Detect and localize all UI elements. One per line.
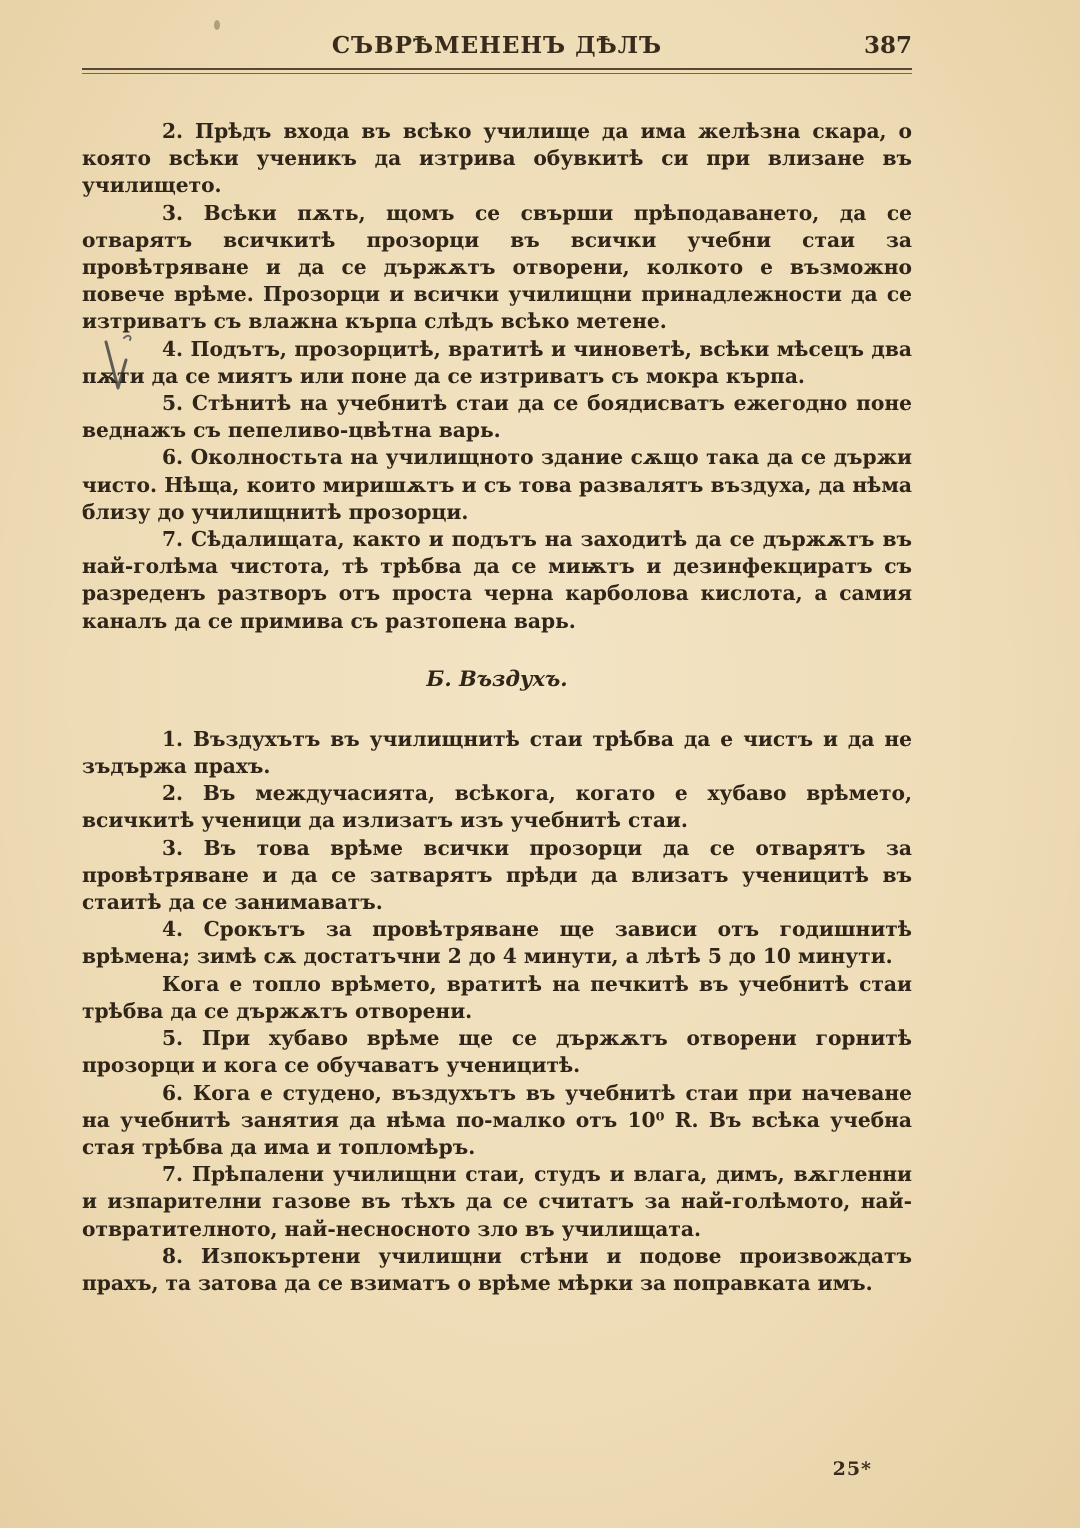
running-header [82,22,912,70]
section-title-air: Б. Въздухъ. [426,665,568,691]
paragraph-a3: 3. Всѣки пѫть, щомъ се свърши прѣподаването, да се отварятъ всичкитѣ прозорци въ всички учебни стаи за провѣтряване и да се държѫтъ отворени, колкото е възможно повече врѣме. Прозорци и всички училищни принадлежности да се изтриватъ съ влажна кърпа слѣдъ всѣко метене. [82,200,912,334]
paragraph-a2: 2. Прѣдъ входа въ всѣко училище да има желѣзна скара, о която всѣки ученикъ да изтрива обувкитѣ си при влизане въ училището. [82,119,912,198]
paragraph-b3: 3. Въ това врѣме всички прозорци да се отварятъ за провѣтряване и да се затварятъ прѣди да влизатъ ученицитѣ въ стаитѣ да се занимаватъ. [82,835,912,915]
page-number: 387 [863,32,912,59]
paragraph-a5: 5. Стѣнитѣ на учебнитѣ стаи да се боядисватъ ежегодно поне веднажъ съ пепеливо-цвѣтна варь. [82,391,912,443]
paragraph-b1: 1. Въздухътъ въ училищнитѣ стаи трѣбва да е чистъ и да не зъдържа прахъ. [82,726,912,779]
paragraph-b4: 4. Срокътъ за провѣтряване ще зависи отъ годишнитѣ врѣмена; зимѣ сѫ достатъчни 2 до 4 минути, а лѣтѣ 5 до 10 минути. [82,917,912,969]
page-body [82,118,912,1297]
paragraph-a6: 6. Околностьта на училищното здание сѫщо така да се държи чисто. Нѣща, които миришѫтъ и съ това развалятъ въздуха, да нѣма близу до училищнитѣ прозорци. [82,445,912,524]
paragraph-b2: 2. Въ междучасията, всѣкога, когато е хубаво врѣмето, всичкитѣ ученици да излизатъ изъ учебнитѣ стаи. [82,781,912,833]
paragraph-b4-cont: Кога е топло врѣмето, вратитѣ на печкитѣ въ учебнитѣ стаи трѣбва да се държѫтъ отворени. [82,971,912,1023]
paragraph-b7: 7. Прѣпалени училищни стаи, студъ и влага, димъ, вѫгленни и изпарителни газове въ тѣхъ да се считатъ за най-голѣмото, най-отвратителното, най-несносното зло въ училищата. [82,1162,912,1241]
paragraph-b5: 5. При хубаво врѣме ще се държѫтъ отворени горнитѣ прозорци и кога се обучаватъ ученицитѣ. [82,1026,912,1078]
paragraph-b8: 8. Изпокъртени училищни стѣни и подове произвождатъ прахъ, та затова да се взиматъ о врѣме мѣрки за поправката имъ. [82,1243,912,1295]
paragraph-b6: 6. Кога е студено, въздухътъ въ учебнитѣ стаи при начеване на учебнитѣ занятия да нѣма по-малко отъ 10⁰ R. Въ всѣка учебна стая трѣбва да има и топломѣръ. [82,1080,912,1159]
paragraph-a7: 7. Сѣдалищата, както и подътъ на заходитѣ да се държѫтъ въ най-голѣма чистота, тѣ трѣбва да се миѭтъ и дезинфекциратъ съ разреденъ разтворъ отъ проста черна карболова кислота, а самия каналъ да се примива съ разтопена варь. [82,527,912,633]
header-rule-thin [82,73,912,74]
header-rule [82,68,912,70]
paragraph-a4: 4. Подътъ, прозорцитѣ, вратитѣ и чиноветѣ, всѣки мѣсецъ два пѫти да се миятъ или поне да се изтриватъ съ мокра кърпа. [82,336,912,388]
running-title: СЪВРѢМЕНЕНЪ ДѢЛЪ [331,32,663,59]
signature-mark: 25* [832,1458,872,1480]
